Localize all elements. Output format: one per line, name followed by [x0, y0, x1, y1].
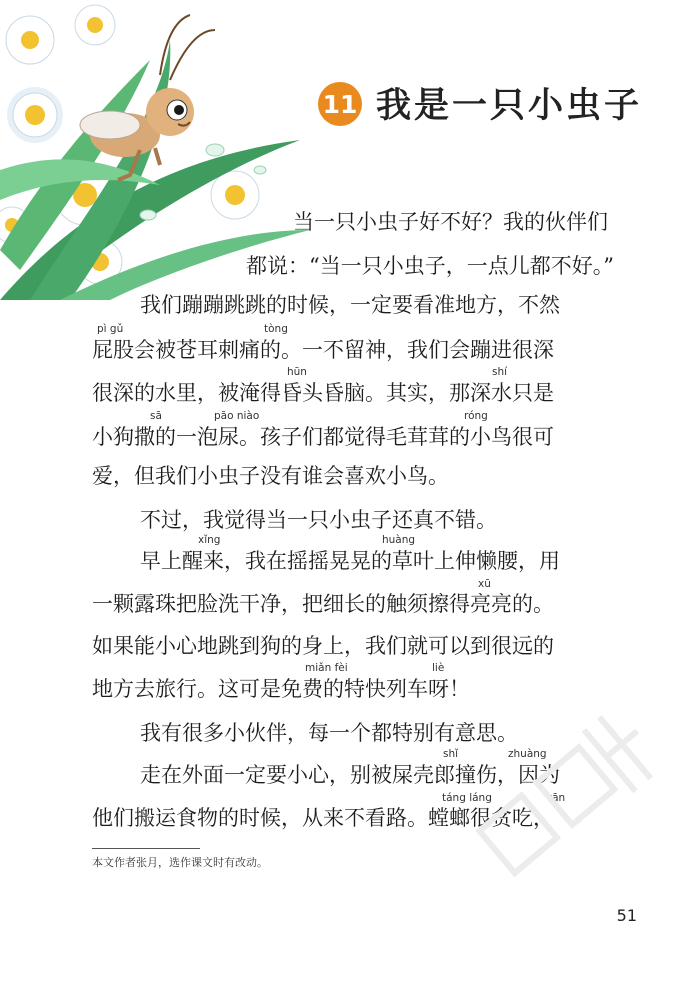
text-line: 我们蹦蹦跳跳的时候，一定要看准地方，不然 [140, 293, 560, 317]
pinyin-annotation: sā [150, 410, 162, 422]
text-line: 不过，我觉得当一只小虫子还真不错。 [140, 508, 497, 532]
footnote: 本文作者张月，选作课文时有改动。 [92, 856, 268, 869]
pinyin-annotation: xū [478, 578, 491, 590]
pinyin-annotation: tān [548, 792, 566, 804]
pinyin-annotation: tòng [264, 323, 288, 335]
text-line: 当一只小虫子好不好？我的伙伴们 [293, 210, 608, 234]
pinyin-annotation: pì gǔ [97, 323, 124, 335]
footnote-divider [92, 848, 200, 849]
pinyin-annotation: xǐng [198, 534, 221, 546]
pinyin-annotation: hūn [287, 366, 307, 378]
text-line: 他们搬运食物的时候，从来不看路。螳螂很贪吃， [92, 806, 554, 830]
watermark-logo [470, 690, 695, 930]
pinyin-annotation: liè [432, 662, 445, 674]
text-line: 走在外面一定要小心，别被屎壳郎撞伤，因为 [140, 763, 560, 787]
pinyin-annotation: pāo niào [214, 410, 260, 422]
pinyin-annotation: shǐ [443, 748, 459, 760]
text-line: 我有很多小伙伴，每一个都特别有意思。 [140, 721, 518, 745]
pinyin-annotation: róng [464, 410, 488, 422]
text-line: 小狗撒的一泡尿。孩子们都觉得毛茸茸的小鸟很可 [92, 425, 554, 449]
pinyin-annotation: miǎn fèi [305, 662, 348, 674]
text-line: 爱，但我们小虫子没有谁会喜欢小鸟。 [92, 464, 449, 488]
pinyin-annotation: táng láng [442, 792, 492, 804]
pinyin-annotation: zhuàng [508, 748, 547, 760]
pinyin-annotation: shí [492, 366, 508, 378]
text-line: 早上醒来，我在摇摇晃晃的草叶上伸懒腰，用 [140, 549, 560, 573]
text-line: 都说：“当一只小虫子，一点儿都不好。” [246, 254, 614, 278]
page-number: 51 [616, 906, 637, 925]
text-line: 一颗露珠把脸洗干净，把细长的触须擦得亮亮的。 [92, 592, 554, 616]
lesson-title: 我是一只小虫子 [376, 86, 643, 126]
text-line: 很深的水里，被淹得昏头昏脑。其实，那深水只是 [92, 381, 554, 405]
text-line: 地方去旅行。这可是免费的特快列车呀！ [92, 677, 470, 701]
text-line: 屁股会被苍耳刺痛的。一不留神，我们会蹦进很深 [92, 338, 554, 362]
lesson-number-badge: 11 [318, 82, 362, 126]
text-line: 如果能小心地跳到狗的身上，我们就可以到很远的 [92, 634, 554, 658]
pinyin-annotation: huàng [382, 534, 416, 546]
